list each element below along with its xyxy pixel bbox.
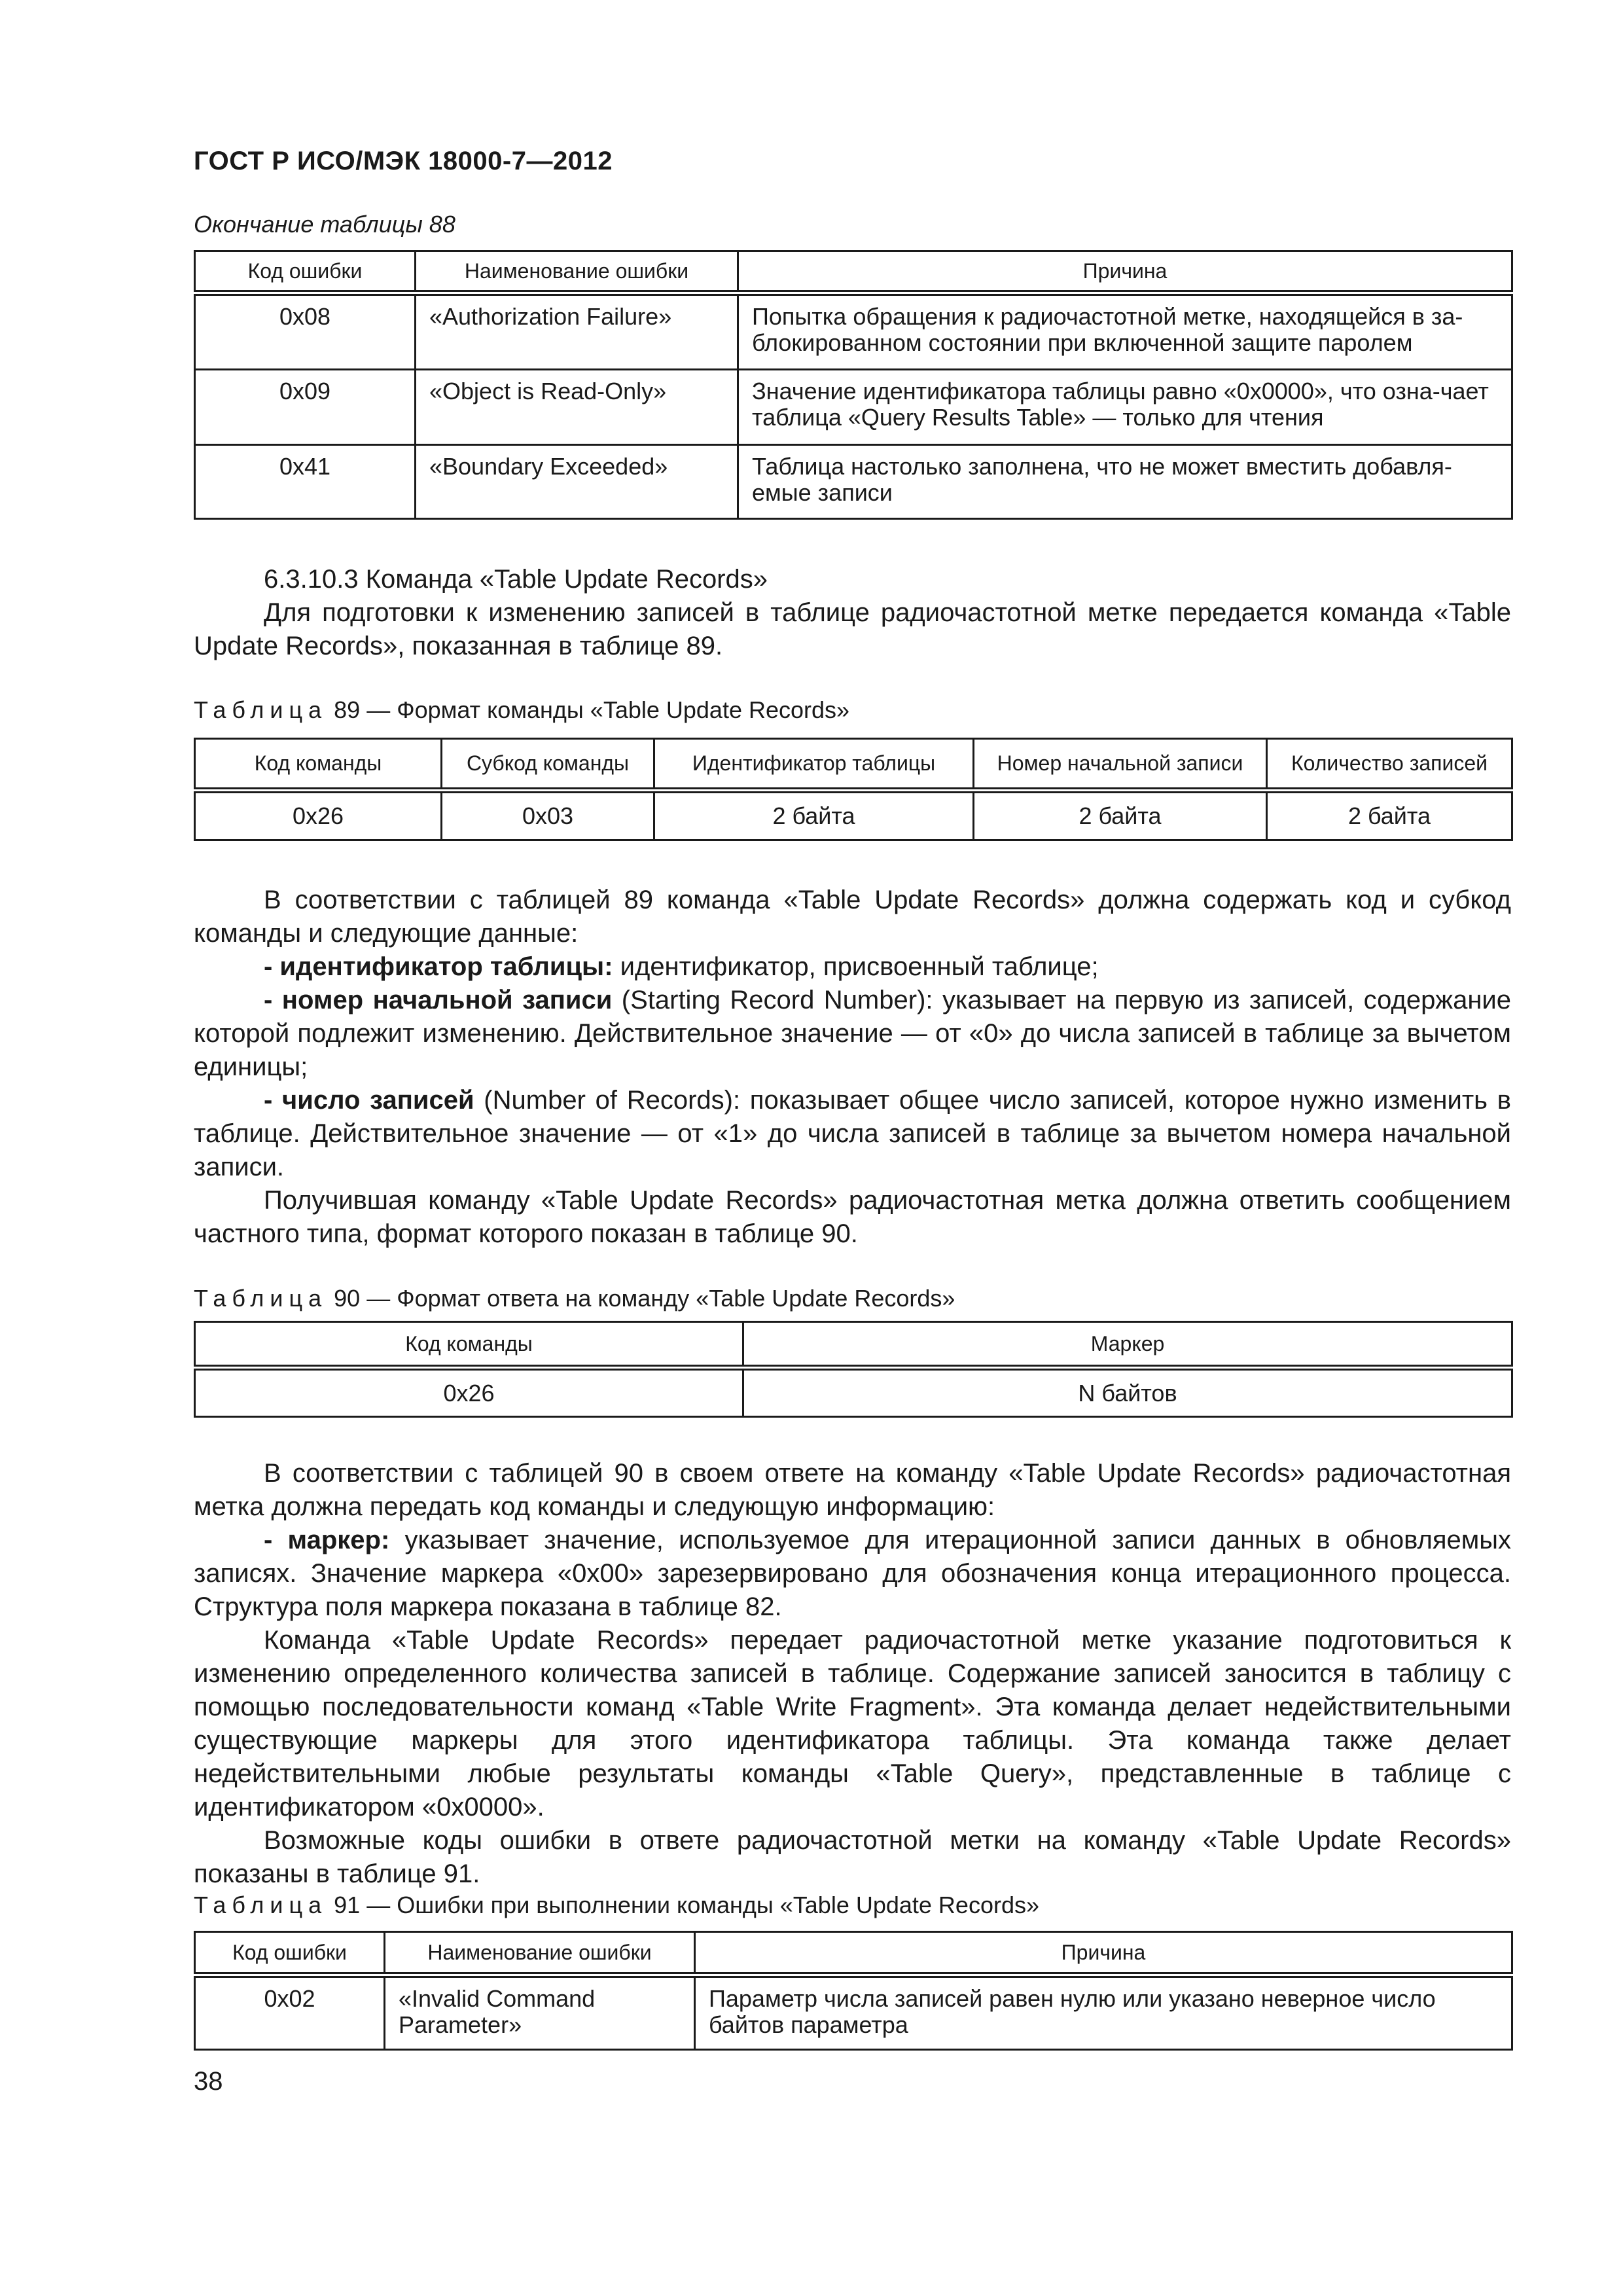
table89-cell: 0x26 xyxy=(195,791,442,840)
section-intro xyxy=(194,563,1511,663)
table89-header-table-id: Идентификатор таблицы xyxy=(654,739,974,791)
list-item-text: идентификатор, присвоенный таблице; xyxy=(613,952,1099,981)
table89-header-code: Код команды xyxy=(195,739,442,791)
paragraph: В соответствии с таблицей 90 в своем ответе на команду «Table Update Records» радиочастотная метка должна передать код команды и следующую информацию: xyxy=(194,1459,1511,1521)
section-intro-text: Для подготовки к изменению записей в таблице радиочастотной метке передается команда «Table Update Records», показанная в таблице 89. xyxy=(194,598,1511,660)
paragraph: Получившая команду «Table Update Records» радиочастотная метка должна ответить сообщением частного типа, формат которого показан в таблице 90. xyxy=(194,1186,1511,1248)
table91-caption xyxy=(194,1892,1039,1919)
table91 xyxy=(194,1931,1513,2051)
list-item-text: указывает значение, используемое для итерационной записи данных в обновляемых записях. Значение маркера «0x00» зарезервировано для обозначения конца итерационного процесса. Структура поля маркера показана в таблице 82. xyxy=(194,1526,1512,1621)
paragraph: В соответствии с таблицей 89 команда «Table Update Records» должна содержать код и субкод команды и следующие данные: xyxy=(194,886,1511,948)
table90 xyxy=(194,1321,1513,1418)
table91-caption-text: 91 — Ошибки при выполнении команды «Table Update Records» xyxy=(327,1892,1039,1918)
table91-header-name: Наименование ошибки xyxy=(385,1932,695,1975)
table89-cell: 2 байта xyxy=(654,791,974,840)
list-item xyxy=(194,1084,1511,1184)
paragraph: Возможные коды ошибки в ответе радиочастотной метки на команду «Table Update Records» показаны в таблице 91. xyxy=(194,1826,1511,1888)
table91-cell-reason: Параметр числа записей равен нулю или указано неверное число байтов параметра xyxy=(695,1975,1512,2050)
table89-caption-text: 89 — Формат команды «Table Update Records» xyxy=(327,696,850,723)
table88-cell-name: «Boundary Exceeded» xyxy=(416,445,738,519)
list-item-term: - маркер: xyxy=(264,1526,390,1554)
table90-caption-word: Таблица xyxy=(194,1285,328,1312)
table89-header-record-count: Количество записей xyxy=(1267,739,1512,791)
table91-header-reason: Причина xyxy=(695,1932,1512,1975)
table89-cell: 2 байта xyxy=(974,791,1267,840)
table90-header-marker: Маркер xyxy=(743,1322,1512,1368)
table89-cell: 2 байта xyxy=(1267,791,1512,840)
list-item xyxy=(194,1524,1511,1624)
document-header: ГОСТ Р ИСО/МЭК 18000-7—2012 xyxy=(194,147,613,175)
table89-cell: 0x03 xyxy=(442,791,654,840)
table-row xyxy=(195,791,1512,840)
table88-cell-name: «Object is Read-Only» xyxy=(416,370,738,445)
list-item-term: - идентификатор таблицы: xyxy=(264,952,613,981)
list-item-text: (Starting Record Number): указывает на первую из записей, содержание которой подлежит изменению. Действительное значение — от «0» до числа записей в таблице за вычетом единицы; xyxy=(194,986,1511,1081)
list-item xyxy=(194,984,1511,1084)
table89-header-subcode: Субкод команды xyxy=(442,739,654,791)
table88-cell-name: «Authorization Failure» xyxy=(416,293,738,370)
list-item-text: (Number of Records): показывает общее число записей, которое нужно изменить в таблице. Действительное значение — от «1» до числа записей в таблице за вычетом номера начальной записи. xyxy=(194,1086,1511,1181)
list-item-term: - номер начальной записи xyxy=(264,986,613,1014)
table89-caption-word: Таблица xyxy=(194,696,328,723)
table90-caption xyxy=(194,1285,955,1312)
section-heading: 6.3.10.3 Команда «Table Update Records» xyxy=(264,565,768,594)
table88-cell-code: 0x09 xyxy=(195,370,416,445)
table88 xyxy=(194,250,1513,520)
table-row xyxy=(195,293,1512,370)
table90-description xyxy=(194,1457,1511,1891)
table91-caption-word: Таблица xyxy=(194,1892,328,1918)
table-row xyxy=(195,370,1512,445)
table-row xyxy=(195,445,1512,519)
table90-header-code: Код команды xyxy=(195,1322,743,1368)
table88-header-reason: Причина xyxy=(738,251,1512,293)
table88-header-name: Наименование ошибки xyxy=(416,251,738,293)
table88-cell-reason: Таблица настолько заполнена, что не может вместить добавля-емые записи xyxy=(738,445,1512,519)
table88-cell-code: 0x08 xyxy=(195,293,416,370)
table89-caption xyxy=(194,696,849,724)
table91-cell-code: 0x02 xyxy=(195,1975,385,2050)
paragraph: Команда «Table Update Records» передает радиочастотной метке указание подготовиться к изменению определенного количества записей в таблице. Содержание записей заносится в таблицу с помощью последовательности команд «Table Write Fragment». Эта команда делает недействительными существующие маркеры для этого идентификатора таблицы. Эта команда также делает недействительными любые результаты команды «Table Query», представленные в таблице с идентификатором «0x0000». xyxy=(194,1626,1511,1821)
table89-description xyxy=(194,884,1511,1251)
table88-header-code: Код ошибки xyxy=(195,251,416,293)
table-row xyxy=(195,1368,1512,1417)
table90-caption-text: 90 — Формат ответа на команду «Table Update Records» xyxy=(327,1285,955,1312)
table89 xyxy=(194,738,1513,841)
table90-cell: 0x26 xyxy=(195,1368,743,1417)
table88-cell-reason: Значение идентификатора таблицы равно «0x0000», что озна-чает таблица «Query Results Table» — только для чтения xyxy=(738,370,1512,445)
list-item-term: - число записей xyxy=(264,1086,474,1115)
table88-caption: Окончание таблицы 88 xyxy=(194,211,455,238)
table88-cell-code: 0x41 xyxy=(195,445,416,519)
table-row xyxy=(195,1975,1512,2050)
table90-cell: N байтов xyxy=(743,1368,1512,1417)
table89-header-start-record: Номер начальной записи xyxy=(974,739,1267,791)
list-item xyxy=(194,950,1511,984)
table88-cell-reason: Попытка обращения к радиочастотной метке, находящейся в за-блокированном состоянии при включенной защите паролем xyxy=(738,293,1512,370)
page-number: 38 xyxy=(194,2067,223,2096)
table91-header-code: Код ошибки xyxy=(195,1932,385,1975)
table91-cell-name: «Invalid Command Parameter» xyxy=(385,1975,695,2050)
